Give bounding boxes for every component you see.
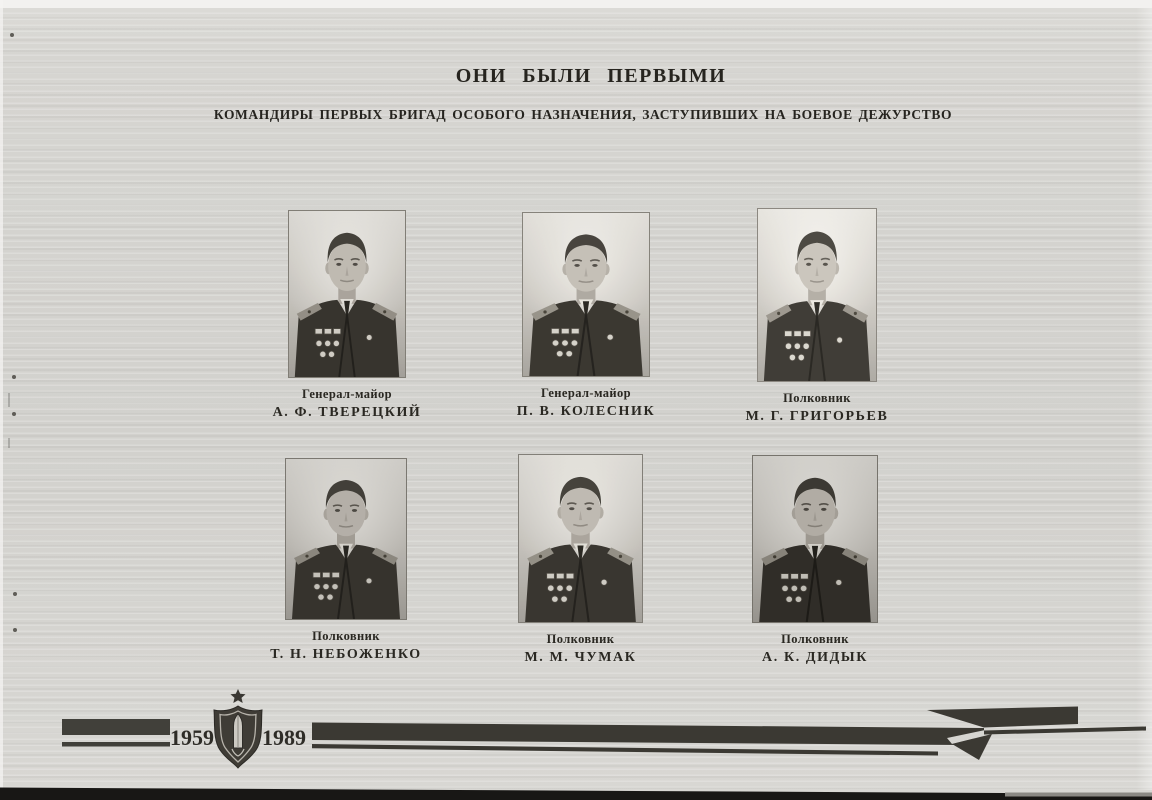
portrait-photo-icon (752, 455, 878, 623)
footer-year-start: 1959 (170, 725, 214, 750)
portrait-name: Т. Н. НЕБОЖЕНКО (270, 647, 422, 662)
portrait-name: А. Ф. ТВЕРЕЦКИЙ (272, 405, 422, 420)
portrait-card-2 (516, 212, 656, 419)
portrait-card-6 (752, 455, 878, 665)
portrait-rank: Полковник (546, 632, 615, 646)
scan-speck (12, 412, 16, 416)
portrait-name: М. Г. ГРИГОРЬЕВ (745, 409, 889, 424)
scan-speck (12, 375, 16, 379)
portrait-card-3 (745, 208, 889, 424)
portrait-rank: Генерал-майор (540, 386, 632, 400)
page-title: ОНИ БЫЛИ ПЕРВЫМИ (455, 65, 727, 87)
portrait-rank: Полковник (781, 632, 849, 646)
portrait-rank: Генерал-майор (301, 387, 393, 401)
scan-speck (13, 628, 17, 632)
portrait-caption (207, 387, 487, 421)
scan-speck (10, 33, 14, 37)
shield-missile-star-icon (214, 689, 262, 768)
footer-main-bar (312, 723, 992, 761)
portrait-photo-icon (285, 458, 407, 620)
portrait-card-4 (270, 458, 422, 662)
scan-speck (13, 592, 17, 596)
portrait-caption (677, 391, 957, 425)
portrait-caption (675, 632, 955, 666)
scan-bottom-band (0, 788, 1152, 800)
portrait-rank: Полковник (783, 391, 851, 405)
footer-left-bars (62, 719, 170, 747)
page-subtitle: КОМАНДИРЫ ПЕРВЫХ БРИГАД ОСОБОГО НАЗНАЧЕНИЯ, ЗАСТУПИВШИХ НА БОЕВОЕ ДЕЖУРСТВО (213, 107, 953, 122)
portrait-rank: Полковник (312, 629, 380, 643)
scan-smudge (8, 438, 10, 448)
scan-right-edge (1136, 8, 1152, 790)
portrait-name: М. М. ЧУМАК (524, 650, 637, 665)
portrait-name: П. В. КОЛЕСНИК (516, 404, 656, 419)
portrait-photo-icon (522, 212, 650, 377)
footer-ribbon (0, 680, 1152, 800)
portrait-card-5 (518, 454, 643, 665)
portrait-photo-icon (288, 210, 406, 378)
scan-smudge (8, 393, 10, 407)
footer-year-end: 1989 (262, 725, 306, 750)
portrait-card-1 (272, 210, 422, 420)
scan-top-edge (0, 0, 1152, 8)
portrait-name: А. К. ДИДЫК (762, 650, 868, 665)
portrait-photo-icon (757, 208, 877, 382)
portrait-photo-icon (518, 454, 643, 623)
